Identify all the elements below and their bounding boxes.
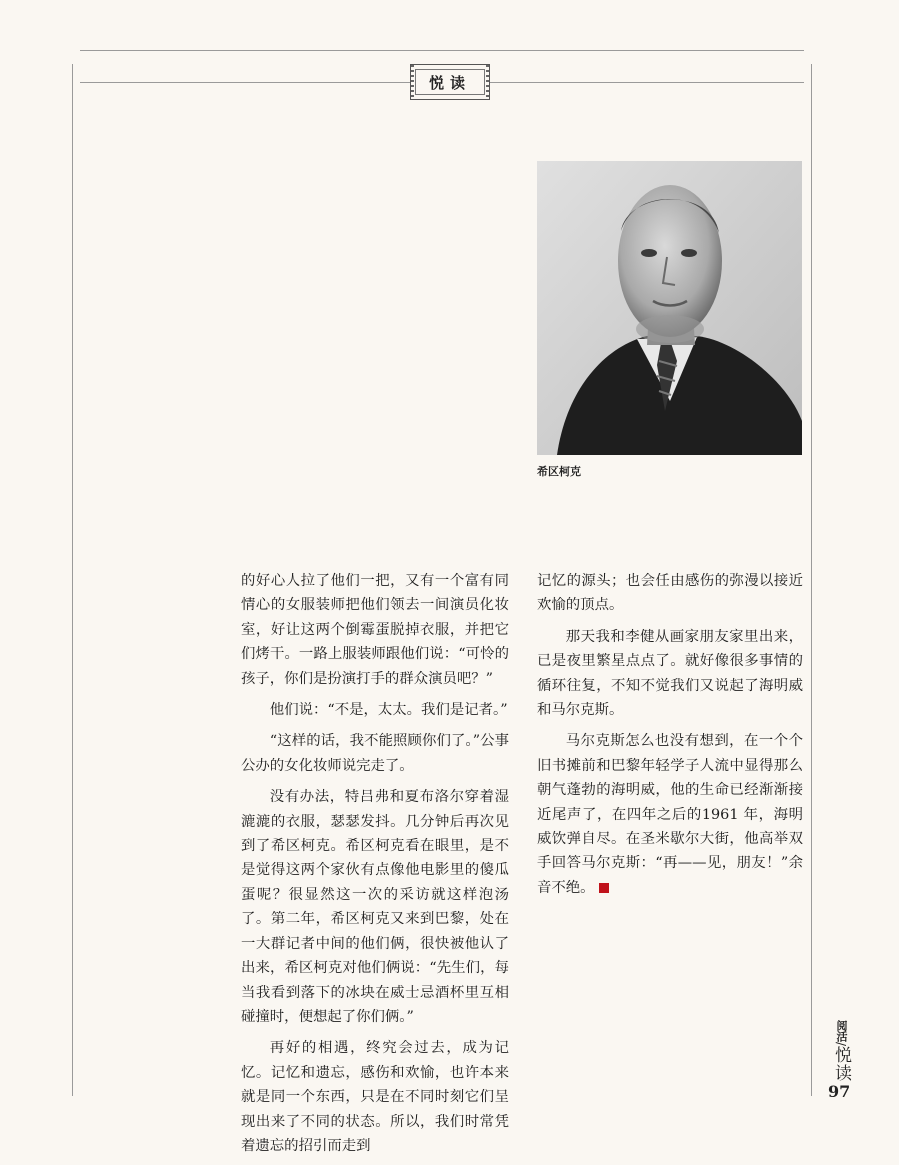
column-label-slash: /: [834, 1042, 848, 1047]
column-label-big: 悦读: [831, 1046, 851, 1083]
portrait-illustration: [537, 161, 802, 455]
paragraph: 再好的相遇，终究会过去，成为记忆。记忆和遗忘，感伤和欢愉，也许本来就是同一个东西，只是在不同时刻它们呈现出来了不同的状态。所以，我们时常凭着遗忘的招引而走到: [241, 1040, 509, 1154]
header-line-left: [80, 82, 410, 83]
photo-caption: 希区柯克: [537, 465, 581, 478]
paragraph: 那天我和李健从画家朋友家里出来，已是夜里繁星点点了。就好像很多事情的循环往复，不知不觉我们又说起了海明威和马尔克斯。: [537, 628, 803, 719]
badge-dots-left: [411, 65, 414, 99]
top-rule: [80, 50, 804, 51]
paragraph: “这样的话，我不能照顾你们了。”公事公办的女化妆师说完走了。: [241, 733, 509, 774]
section-badge: [410, 64, 490, 100]
section-title: 悦读: [415, 69, 485, 95]
portrait-photo: [537, 161, 802, 455]
paragraph: 没有办法，特吕弗和夏布洛尔穿着湿漉漉的衣服，瑟瑟发抖。几分钟后再次见到了希区柯克。希区柯克看在眼里，是不是觉得这两个家伙有点像他电影里的傻瓜蛋呢？很显然这一次的采访就这样泡汤了。第二年，希区柯克又来到巴黎，处在一大群记者中间的他们俩，很快被他认了出来，希区柯克对他们俩说：“先生们，每当我看到落下的冰块在威士忌酒杯里互相碰撞时，便想起了你们俩。”: [241, 789, 509, 1025]
right-margin-rule: [811, 64, 812, 1096]
article-column-right: [537, 569, 803, 907]
badge-dots-right: [486, 65, 489, 99]
page-number: 97: [828, 1082, 851, 1101]
paragraph: 的好心人拉了他们一把，又有一个富有同情心的女服装师把他们领去一间演员化妆室，好让这两个倒霉蛋脱掉衣服，并把它们烤干。一路上服装师跟他们说：“可怜的孩子，你们是扮演打手的群众演员吧？”: [241, 573, 509, 687]
paragraph: 他们说：“不是，太太。我们是记者。”: [269, 702, 508, 719]
article-column-left: [241, 569, 509, 1165]
end-mark-icon: [599, 883, 609, 893]
column-label-small: 阅活: [835, 1020, 848, 1042]
paragraph-final: [537, 729, 803, 900]
left-margin-rule: [72, 64, 73, 1096]
paragraph-text: 马尔克斯怎么也没有想到，在一个个旧书摊前和巴黎年轻学子人流中显得那么朝气蓬勃的海明威，他的生命已经渐渐接近尾声了，在四年之后的1961 年，海明威饮弹自尽。在圣米歇尔大街，他高举双手回答马尔克斯：“再——见，朋友！”余音不绝。: [537, 733, 803, 896]
header-line-right: [490, 82, 804, 83]
paragraph: 记忆的源头；也会任由感伤的弥漫以接近欢愉的顶点。: [537, 573, 803, 614]
column-label: [830, 1020, 854, 1082]
